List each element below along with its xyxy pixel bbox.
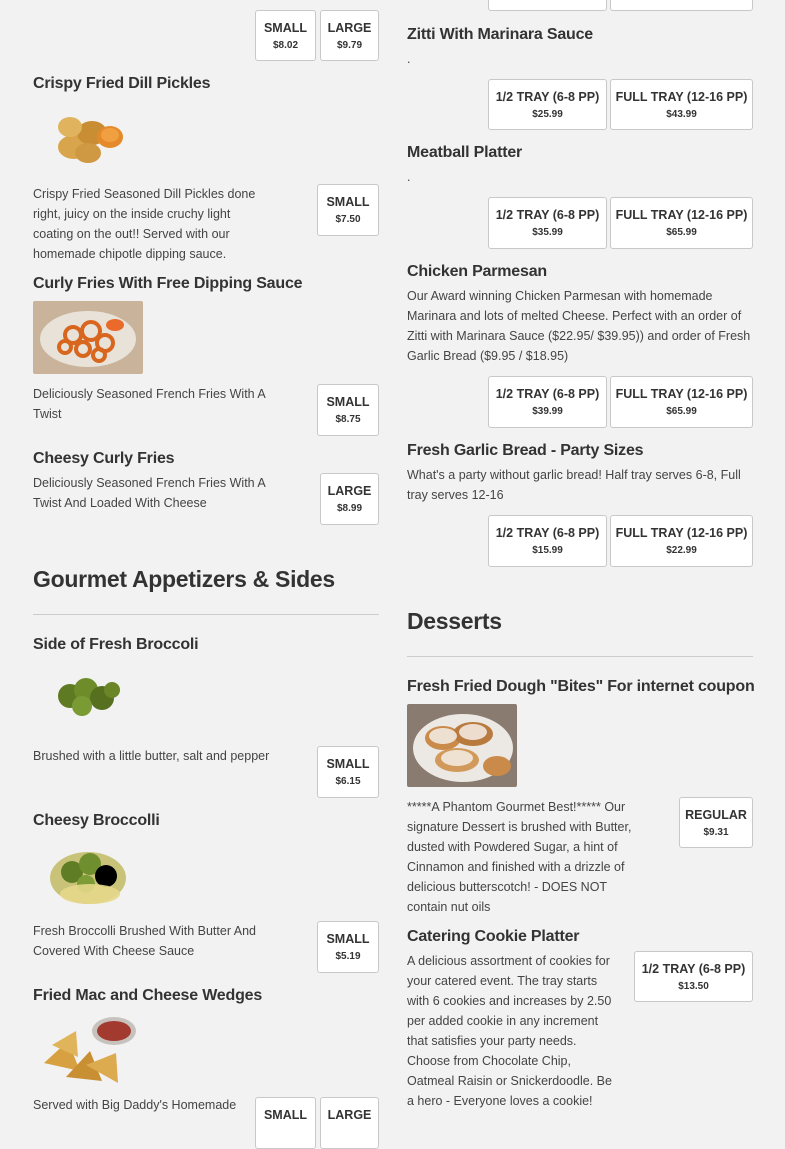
- price-button-large[interactable]: [320, 10, 379, 61]
- price-button-half-tray[interactable]: [488, 376, 607, 428]
- item-title-cookie-platter[interactable]: Catering Cookie Platter: [407, 928, 580, 945]
- price-label: $7.50: [335, 214, 361, 225]
- item-desc-cheesy-broccoli: Fresh Broccolli Brushed With Butter And Covered With Cheese Sauce: [33, 924, 257, 958]
- price-label: $43.99: [666, 109, 697, 120]
- price-button-small[interactable]: [317, 184, 379, 236]
- price-button-half-tray[interactable]: [634, 951, 753, 1002]
- price-button-half-tray[interactable]: [488, 515, 607, 567]
- size-label: LARGE: [327, 1108, 372, 1122]
- broccoli-image: [52, 672, 124, 722]
- item-title-fried-dough[interactable]: Fresh Fried Dough "Bites" For internet coupon: [407, 678, 755, 695]
- item-title-cheesy-curly-fries[interactable]: Cheesy Curly Fries: [33, 450, 175, 467]
- size-label: REGULAR: [685, 808, 747, 822]
- size-label: SMALL: [326, 932, 370, 946]
- size-label: LARGE: [327, 484, 372, 498]
- price-label: $15.99: [532, 545, 563, 556]
- price-button-half-tray[interactable]: [488, 79, 607, 130]
- price-button-small[interactable]: [255, 1097, 316, 1149]
- price-label: $22.99: [666, 545, 697, 556]
- item-title-cheesy-broccoli[interactable]: Cheesy Broccolli: [33, 812, 160, 829]
- size-label: 1/2 TRAY (6-8 PP): [495, 526, 600, 540]
- size-label: FULL TRAY (12-16 PP): [615, 208, 748, 222]
- price-button-small[interactable]: [255, 10, 316, 61]
- size-label: SMALL: [263, 21, 308, 35]
- size-label: 1/2 TRAY (6-8 PP): [641, 962, 746, 976]
- section-title-appetizers: Gourmet Appetizers & Sides: [33, 566, 335, 592]
- price-button-small[interactable]: [317, 921, 379, 973]
- price-label: $9.31: [703, 827, 729, 838]
- price-button-full-tray[interactable]: [610, 79, 753, 130]
- price-label: $13.50: [678, 981, 709, 992]
- item-desc-mac-wedges: Served with Big Daddy's Homemade: [33, 1098, 237, 1112]
- cheesy-broccoli-image: [46, 838, 132, 910]
- size-label: SMALL: [263, 1108, 308, 1122]
- item-title-ziti[interactable]: Zitti With Marinara Sauce: [407, 26, 594, 43]
- price-label: $6.15: [335, 776, 361, 787]
- price-label: $8.99: [336, 503, 363, 514]
- section-divider: [407, 656, 753, 657]
- item-title-meatball[interactable]: Meatball Platter: [407, 144, 523, 161]
- mac-wedges-image: [38, 1013, 140, 1087]
- price-button-large[interactable]: [320, 1097, 379, 1149]
- size-label: FULL TRAY (12-16 PP): [615, 387, 748, 401]
- item-title-mac-wedges[interactable]: Fried Mac and Cheese Wedges: [33, 987, 263, 1004]
- item-desc-cookie-platter: A delicious assortment of cookies for your catered event. The tray starts with 6 cookies and increases by 2.50 per added cookie in any increment that satisfies your party needs. Choose from Chocolate Chip, Oatmeal Raisin or Snickerdoodle. Be a hero - Everyone loves a cookie!: [407, 954, 612, 1108]
- price-label: $65.99: [666, 406, 697, 417]
- price-label: $35.99: [532, 227, 563, 238]
- price-label: $8.75: [335, 414, 361, 425]
- price-button-full-tray[interactable]: [610, 376, 753, 428]
- item-desc-broccoli: Brushed with a little butter, salt and pepper: [33, 749, 270, 763]
- section-divider: [33, 614, 379, 615]
- price-button-half-tray[interactable]: [488, 0, 607, 11]
- item-desc-ziti: .: [407, 52, 411, 66]
- size-label: SMALL: [326, 395, 370, 409]
- size-label: FULL TRAY (12-16 PP): [615, 90, 748, 104]
- price-button-small[interactable]: [317, 384, 379, 436]
- item-desc-meatball: .: [407, 170, 411, 184]
- price-button-full-tray[interactable]: [610, 197, 753, 249]
- item-desc-cheesy-curly-fries: Deliciously Seasoned French Fries With A Twist And Loaded With Cheese: [33, 476, 266, 510]
- size-label: 1/2 TRAY (6-8 PP): [495, 90, 600, 104]
- item-title-garlic-bread[interactable]: Fresh Garlic Bread - Party Sizes: [407, 442, 644, 459]
- item-title-broccoli[interactable]: Side of Fresh Broccoli: [33, 636, 199, 653]
- size-label: LARGE: [327, 21, 372, 35]
- price-button-half-tray[interactable]: [488, 197, 607, 249]
- item-desc-garlic-bread: What's a party without garlic bread! Half tray serves 6-8, Full tray serves 12-16: [407, 468, 741, 502]
- size-label: FULL TRAY (12-16 PP): [615, 526, 748, 540]
- price-button-full-tray[interactable]: [610, 0, 753, 11]
- fried-dough-image: [407, 704, 517, 787]
- price-label: $25.99: [532, 109, 563, 120]
- size-label: SMALL: [326, 195, 370, 209]
- price-button-small[interactable]: [317, 746, 379, 798]
- section-title-desserts: Desserts: [407, 608, 502, 634]
- item-desc-pickles: Crispy Fried Seasoned Dill Pickles done right, juicy on the inside cruchy light coating on the out!! Served with our homemade chipotle dipping sauce.: [33, 187, 256, 261]
- price-label: $39.99: [532, 406, 563, 417]
- price-label: $65.99: [666, 227, 697, 238]
- size-label: SMALL: [326, 757, 370, 771]
- price-button-regular[interactable]: [679, 797, 753, 848]
- item-desc-curly-fries: Deliciously Seasoned French Fries With A Twist: [33, 387, 266, 421]
- price-label: $8.02: [272, 40, 299, 51]
- item-desc-fried-dough: *****A Phantom Gourmet Best!***** Our signature Dessert is brushed with Butter, dusted with Powdered Sugar, a hint of Cinnamon and finished with a drizzle of delicious butterscotch! - DOES NOT contain nut oils: [407, 800, 632, 914]
- item-title-curly-fries[interactable]: Curly Fries With Free Dipping Sauce: [33, 275, 303, 292]
- item-title-chicken-parmesan[interactable]: Chicken Parmesan: [407, 263, 547, 280]
- size-label: 1/2 TRAY (6-8 PP): [495, 208, 600, 222]
- price-button-large[interactable]: [320, 473, 379, 525]
- curly-fries-image: [33, 301, 143, 374]
- price-label: $9.79: [336, 40, 363, 51]
- item-title-pickles[interactable]: Crispy Fried Dill Pickles: [33, 75, 211, 92]
- price-label: $5.19: [335, 951, 361, 962]
- item-desc-chicken-parmesan: Our Award winning Chicken Parmesan with homemade Marinara and lots of melted Cheese. Perfect with an order of Zitti with Marinara Sauce ($22.95/ $39.95)) and order of Fresh Garlic Bread ($9.95 / $18.95): [407, 289, 751, 363]
- pickles-image: [48, 103, 128, 169]
- price-button-full-tray[interactable]: [610, 515, 753, 567]
- size-label: 1/2 TRAY (6-8 PP): [495, 387, 600, 401]
